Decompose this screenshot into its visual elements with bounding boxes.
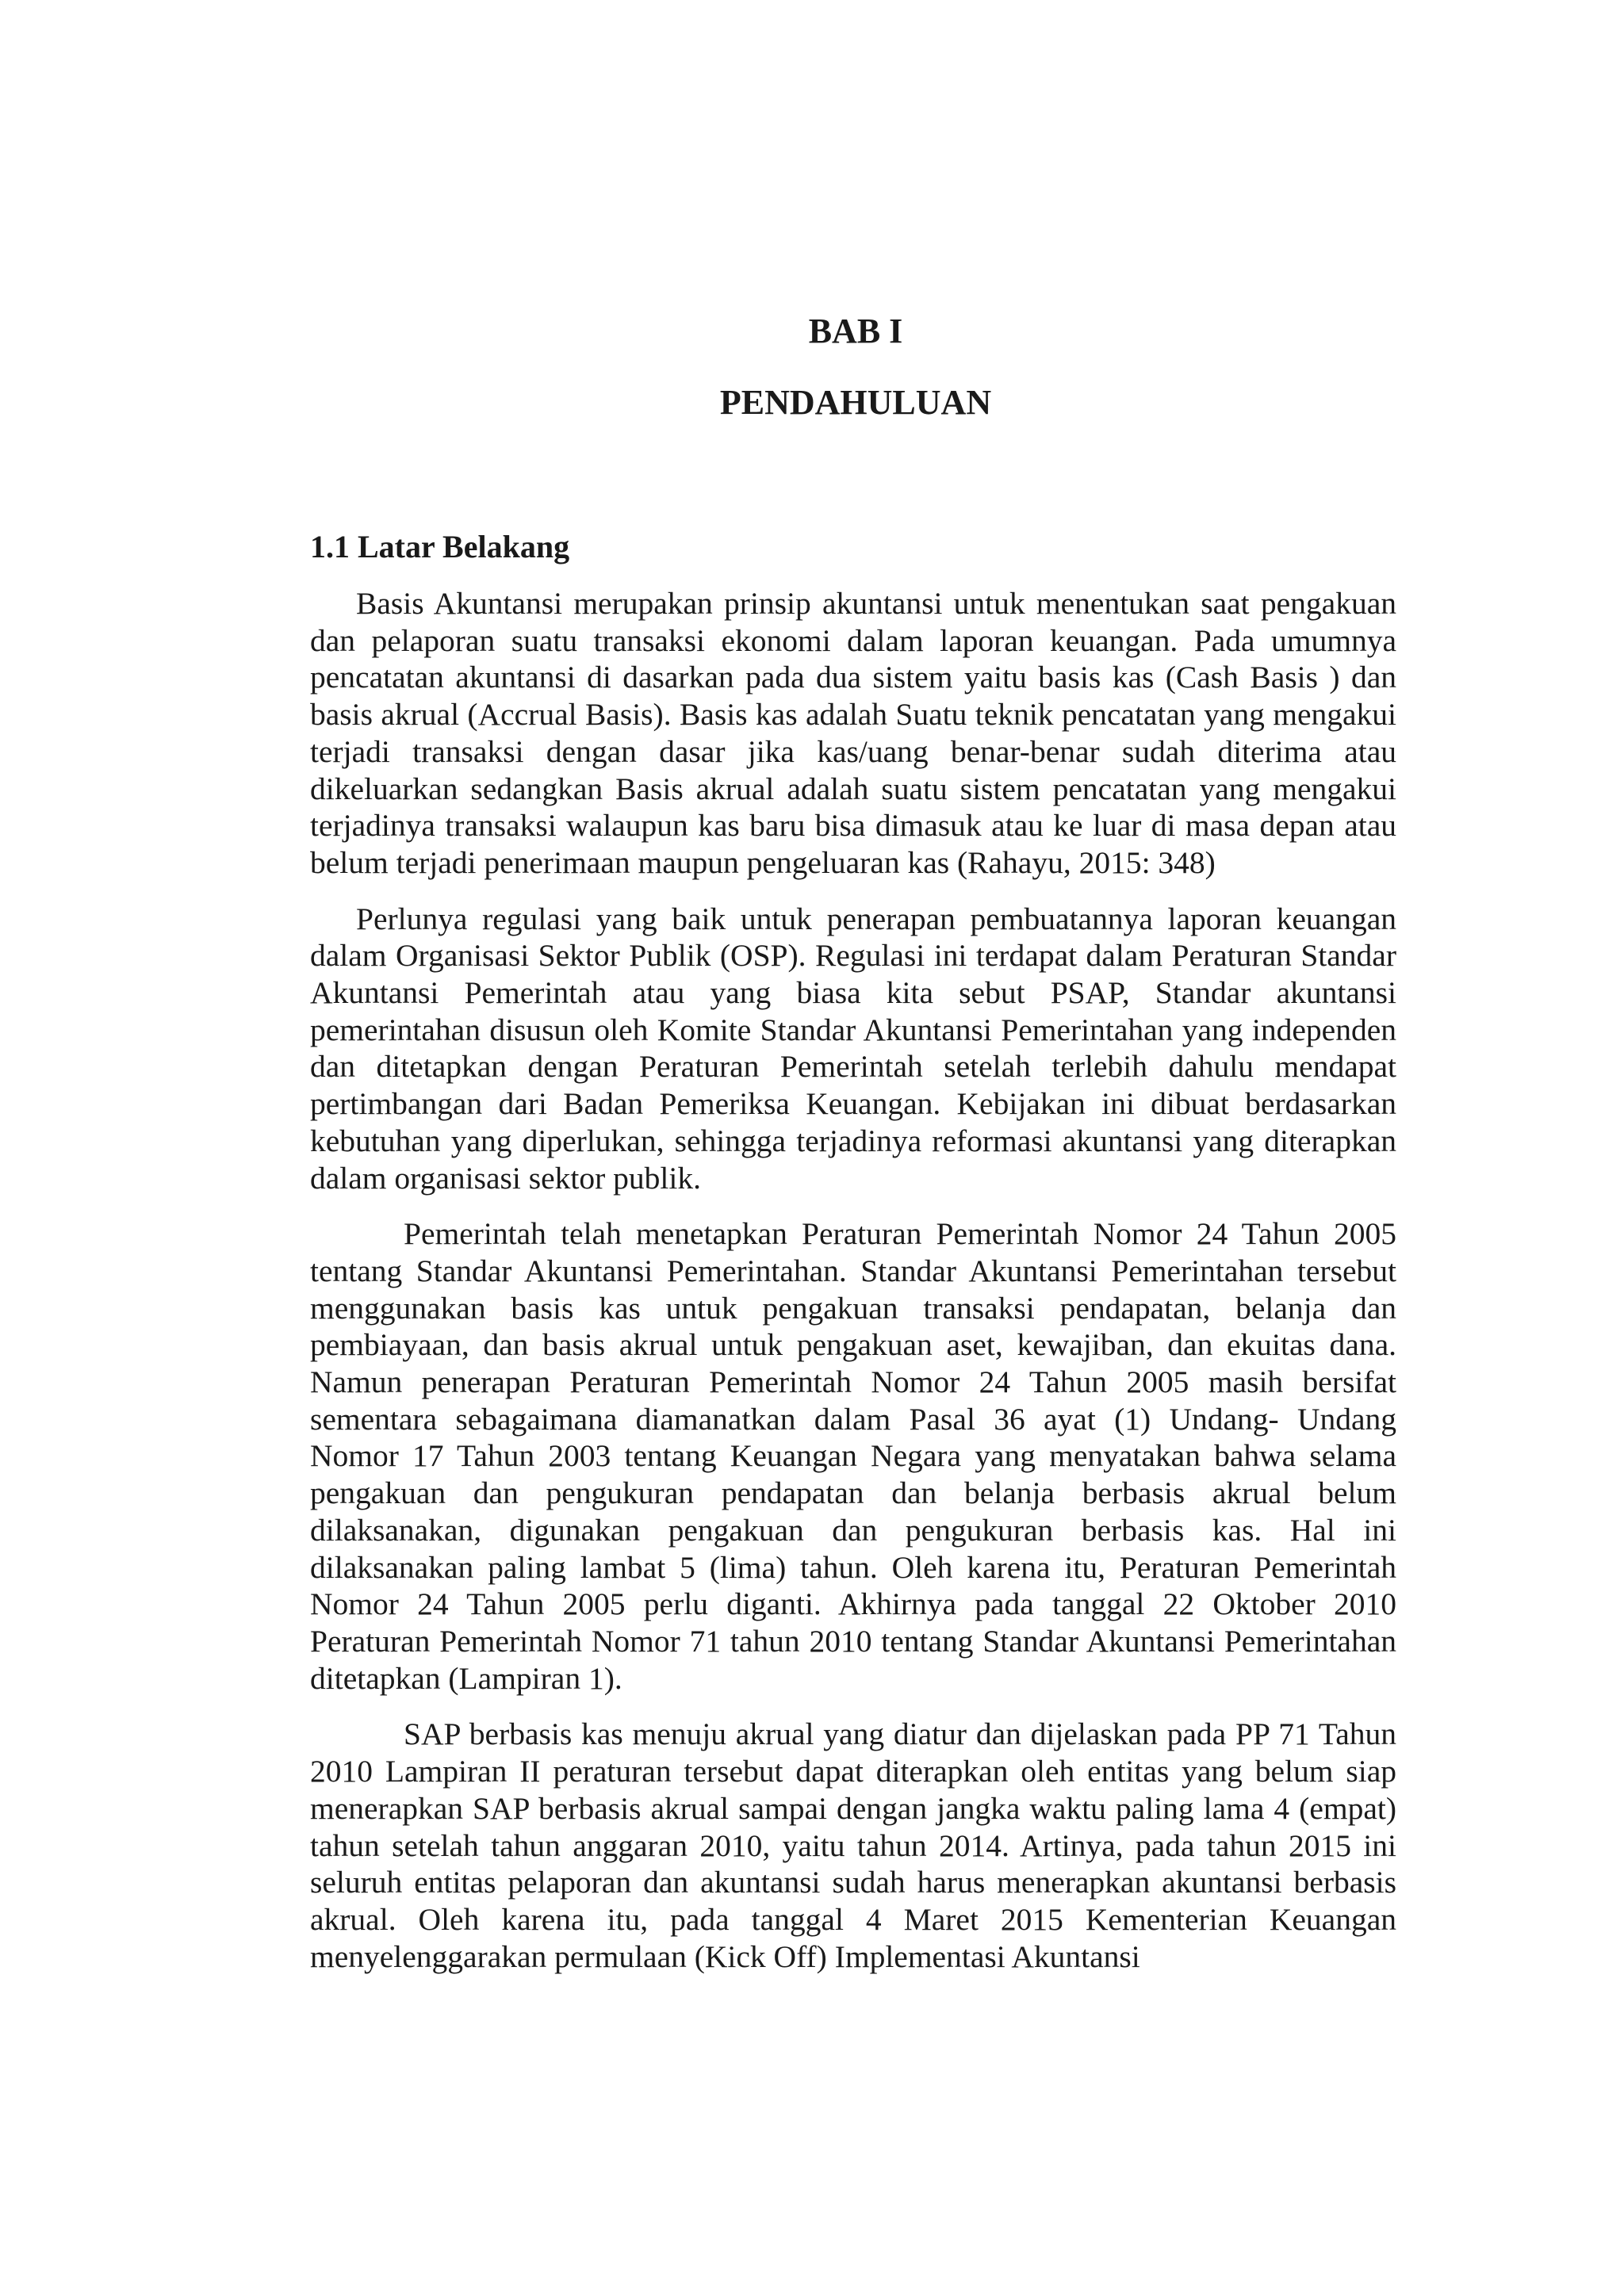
paragraph-3: Pemerintah telah menetapkan Peraturan Pemerintah Nomor 24 Tahun 2005 tentang Standar Akuntansi Pemerintahan. Standar Akuntansi Pemerintahan tersebut menggunakan basis kas untuk pengakuan transaksi pendapatan, belanja dan pembiayaan, dan basis akrual untuk pengakuan aset, kewajiban, dan ekuitas dana. Namun penerapan Peraturan Pemerintah Nomor 24 Tahun 2005 masih bersifat sementara sebagaimana diamanatkan dalam Pasal 36 ayat (1) Undang- Undang Nomor 17 Tahun 2003 tentang Keuangan Negara yang menyatakan bahwa selama pengakuan dan pengukuran pendapatan dan belanja berbasis akrual belum dilaksanakan, digunakan pengakuan dan pengukuran berbasis kas. Hal ini dilaksanakan paling lambat 5 (lima) tahun. Oleh karena itu, Peraturan Pemerintah Nomor 24 Tahun 2005 perlu diganti. Akhirnya pada tanggal 22 Oktober 2010 Peraturan Pemerintah Nomor 71 tahun 2010 tentang Standar Akuntansi Pemerintahan ditetapkan (Lampiran 1). — [310, 1216, 1396, 1696]
body-text — [310, 585, 1396, 1994]
section-heading: 1.1 Latar Belakang — [310, 529, 570, 564]
paragraph-1: Basis Akuntansi merupakan prinsip akuntansi untuk menentukan saat pengakuan dan pelaporan suatu transaksi ekonomi dalam laporan keuangan. Pada umumnya pencatatan akuntansi di dasarkan pada dua sistem yaitu basis kas (Cash Basis ) dan basis akrual (Accrual Basis). Basis kas adalah Suatu teknik pencatatan yang mengakui terjadi transaksi dengan dasar jika kas/uang benar-benar sudah diterima atau dikeluarkan sedangkan Basis akrual adalah suatu sistem pencatatan yang mengakui terjadinya transaksi walaupun kas baru bisa dimasuk atau ke luar di masa depan atau belum terjadi penerimaan maupun pengeluaran kas (Rahayu, 2015: 348) — [310, 586, 1396, 880]
chapter-number: BAB I — [808, 312, 903, 350]
paragraph-2: Perlunya regulasi yang baik untuk penerapan pembuatannya laporan keuangan dalam Organisasi Sektor Publik (OSP). Regulasi ini terdapat dalam Peraturan Standar Akuntansi Pemerintah atau yang biasa kita sebut PSAP, Standar akuntansi pemerintahan disusun oleh Komite Standar Akuntansi Pemerintahan yang independen dan ditetapkan dengan Peraturan Pemerintah setelah terlebih dahulu mendapat pertimbangan dari Badan Pemeriksa Keuangan. Kebijakan ini dibuat berdasarkan kebutuhan yang diperlukan, sehingga terjadinya reformasi akuntansi yang diterapkan dalam organisasi sektor publik. — [310, 901, 1396, 1196]
paragraph-4: SAP berbasis kas menuju akrual yang diatur dan dijelaskan pada PP 71 Tahun 2010 Lampiran II peraturan tersebut dapat diterapkan oleh entitas yang belum siap menerapkan SAP berbasis akrual sampai dengan jangka waktu paling lama 4 (empat) tahun setelah tahun anggaran 2010, yaitu tahun 2014. Artinya, pada tahun 2015 ini seluruh entitas pelaporan dan akuntansi sudah harus menerapkan akuntansi berbasis akrual. Oleh karena itu, pada tanggal 4 Maret 2015 Kementerian Keuangan menyelenggarakan permulaan (Kick Off) Implementasi Akuntansi — [310, 1716, 1396, 1974]
chapter-title: PENDAHULUAN — [719, 383, 992, 422]
